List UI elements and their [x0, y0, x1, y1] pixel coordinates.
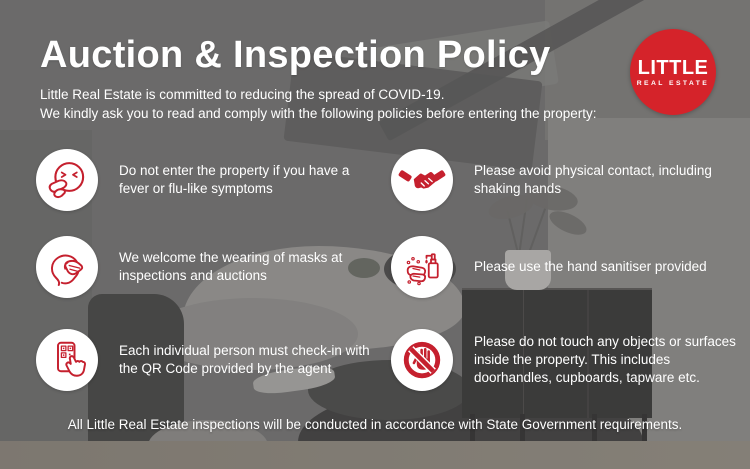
logo-name: LITTLE	[637, 56, 709, 79]
policy-text: Each individual person must check-in with the QR Code provided by the agent	[119, 343, 370, 376]
face-mask-icon	[43, 243, 91, 291]
logo-tagline: REAL ESTATE	[636, 79, 710, 87]
policy-item-masks-welcome	[36, 236, 381, 298]
page-title: Auction & Inspection Policy	[40, 34, 551, 76]
qr-code-checkin-icon	[43, 336, 91, 384]
policy-text: Please use the hand sanitiser provided	[474, 259, 707, 274]
no-handshake-icon	[398, 156, 446, 204]
little-real-estate-logo	[630, 29, 716, 115]
footer-statement: All Little Real Estate inspections will be conducted in accordance with State Government requirements.	[67, 417, 683, 432]
hand-sanitiser-icon	[398, 243, 446, 291]
policy-item-do-not-touch	[391, 329, 736, 391]
sneezing-person-icon	[43, 156, 91, 204]
policy-text: Do not enter the property if you have a fever or flu-like symptoms	[119, 163, 350, 196]
policy-item-no-entry-symptoms	[36, 149, 381, 211]
intro-line-2: We kindly ask you to read and comply with the following policies before entering the property:	[40, 105, 597, 121]
policy-item-no-physical-contact	[391, 149, 736, 211]
intro-text	[40, 86, 597, 123]
intro-line-1: Little Real Estate is committed to reducing the spread of COVID-19.	[40, 87, 445, 102]
policy-text: We welcome the wearing of masks at inspections and auctions	[119, 250, 343, 283]
policy-text: Please avoid physical contact, including shaking hands	[474, 163, 712, 196]
policy-item-qr-checkin	[36, 329, 381, 391]
do-not-touch-icon	[398, 336, 446, 384]
policy-text: Please do not touch any objects or surfaces inside the property. This includes doorhandles, cupboards, tapware etc.	[474, 334, 736, 385]
policy-item-hand-sanitiser	[391, 236, 736, 298]
